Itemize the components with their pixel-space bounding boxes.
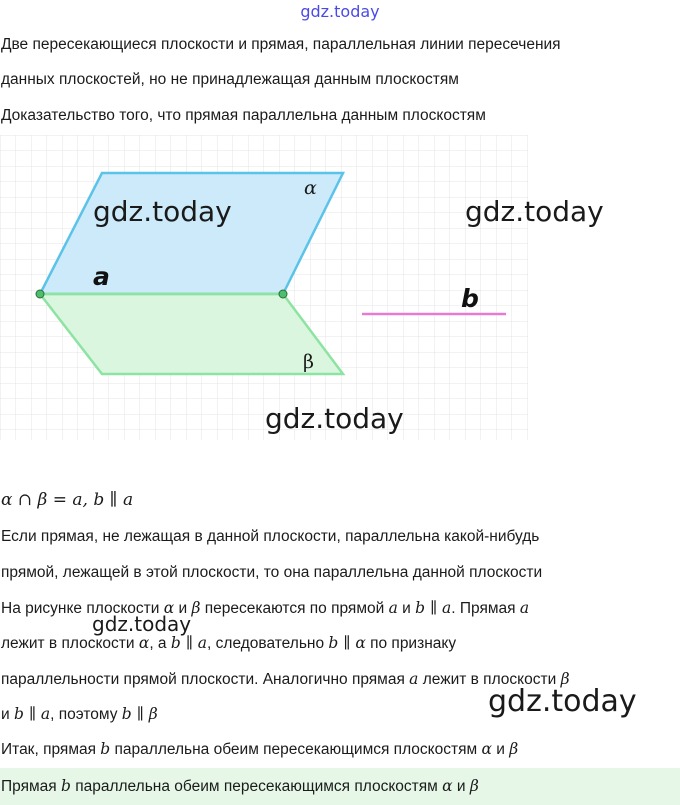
proof-text: , а <box>149 635 171 652</box>
figure-watermark-1: gdz.today <box>93 195 232 228</box>
proof-math: β <box>560 670 570 688</box>
figure-watermark-2: gdz.today <box>465 195 604 228</box>
proof-text: лежит в плоскости <box>1 635 139 652</box>
proof-text: и <box>397 600 416 617</box>
answer-math: b <box>60 777 71 795</box>
planes-figure <box>0 135 604 440</box>
proof-math: b ∥ β <box>121 705 158 723</box>
theorem-line-2: прямой, лежащей в этой плоскости, то она параллельна данной плоскости <box>1 564 543 581</box>
conclusion-text: параллельна обеим пересекающимся плоскостям <box>110 741 482 758</box>
formula-cap: ∩ <box>12 490 38 510</box>
conclusion-line <box>1 740 518 759</box>
conclusion-math: β <box>509 740 519 758</box>
answer-math: α <box>442 777 453 795</box>
conclusion-math: b <box>100 740 111 758</box>
proof-math: β <box>191 599 201 617</box>
proof-line-3 <box>1 670 570 689</box>
task-line-2: данных плоскостей, но не принадлежащая данным плоскостям <box>1 71 459 88</box>
proof-text: , поэтому <box>50 706 122 723</box>
proof-text: На рисунке плоскости <box>1 600 164 617</box>
proof-math: b ∥ a <box>415 599 452 617</box>
label-a: a <box>93 262 110 291</box>
proof-math: b ∥ α <box>328 634 366 652</box>
answer-line <box>1 777 479 796</box>
proof-math: a <box>388 599 398 617</box>
task-line-3: Доказательство того, что прямая параллельна данным плоскостям <box>1 107 486 124</box>
conclusion-math: α <box>481 740 492 758</box>
proof-text: лежит в плоскости <box>418 671 561 688</box>
label-beta: β <box>303 351 314 373</box>
point-left <box>36 290 44 298</box>
proof-text: и <box>1 706 14 723</box>
answer-text: и <box>452 778 470 795</box>
formula-b: b <box>93 490 105 510</box>
text-watermark-2: gdz.today <box>488 684 637 719</box>
proof-math: α <box>163 599 175 617</box>
site-watermark: gdz.today <box>300 2 380 21</box>
answer-text: Прямая <box>1 778 61 795</box>
proof-text: и <box>174 600 192 617</box>
formula-eq-a: = a, <box>47 490 94 510</box>
figure-watermark-3: gdz.today <box>265 402 404 435</box>
proof-text: , следовательно <box>207 635 329 652</box>
label-alpha: α <box>304 177 317 199</box>
answer-text: параллельна обеим пересекающимся плоскостям <box>70 778 443 795</box>
label-b: b <box>461 284 479 313</box>
proof-line-4 <box>1 705 158 724</box>
task-line-1: Две пересекающиеся плоскости и прямая, параллельная линии пересечения <box>1 36 561 53</box>
formula <box>1 490 133 510</box>
proof-math: b ∥ a <box>170 634 208 652</box>
proof-math: a <box>519 599 530 617</box>
proof-math: b ∥ a <box>13 705 51 723</box>
proof-text: по признаку <box>365 635 457 652</box>
conclusion-text: и <box>491 741 510 758</box>
proof-math: α <box>138 634 150 652</box>
point-right <box>279 290 287 298</box>
proof-math: a <box>409 670 419 688</box>
proof-text: пересекаются по прямой <box>200 600 389 617</box>
proof-line-1 <box>1 599 529 618</box>
proof-line-2 <box>1 634 456 653</box>
theorem-line-1: Если прямая, не лежащая в данной плоскости, параллельна какой-нибудь <box>1 528 540 545</box>
proof-text: параллельности прямой плоскости. Аналогично прямая <box>1 671 410 688</box>
answer-math: β <box>469 777 479 795</box>
conclusion-text: Итак, прямая <box>1 741 101 758</box>
formula-a: a <box>122 490 134 510</box>
formula-parallel: ∥ <box>104 490 123 510</box>
formula-beta: β <box>37 490 48 510</box>
proof-text: . Прямая <box>451 600 520 617</box>
text-watermark-1: gdz.today <box>92 612 192 636</box>
formula-alpha: α <box>1 490 13 510</box>
